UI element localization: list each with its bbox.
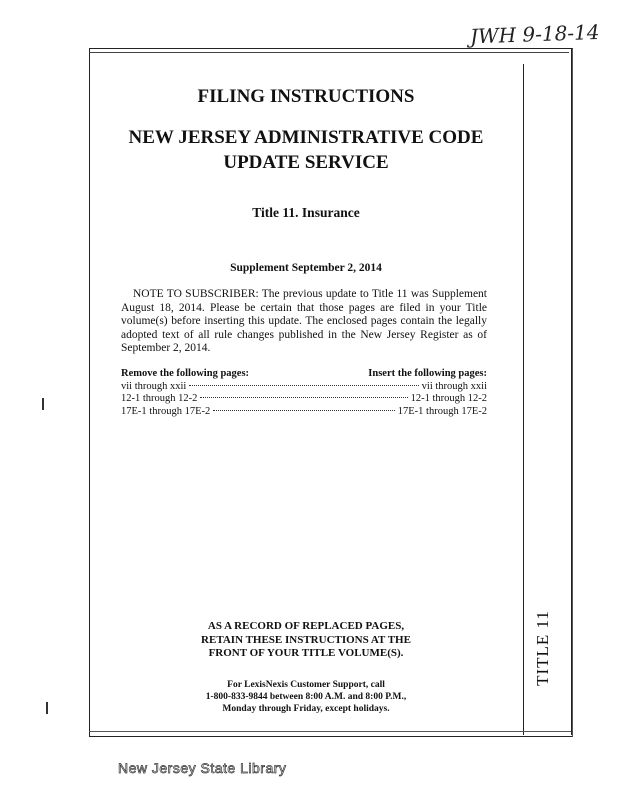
support-line-1: For LexisNexis Customer Support, call [227,680,385,690]
document-title-line-2: UPDATE SERVICE [223,152,389,173]
remove-header: Remove the following pages: [121,368,250,379]
tab-divider-line [523,64,524,735]
record-line-1: AS A RECORD OF REPLACED PAGES, [207,620,405,632]
remove-pages: vii through xxii [121,380,187,392]
document-title-line-1: NEW JERSEY ADMINISTRATIVE CODE [128,127,484,148]
tab-outer-line [571,48,572,735]
record-line-3: FRONT OF YOUR TITLE VOLUME(S). [208,647,404,659]
list-item [121,381,487,394]
remove-pages: 17E-1 through 17E-2 [121,405,211,417]
insert-pages: 17E-1 through 17E-2 [397,405,487,417]
remove-pages: 12-1 through 12-2 [121,393,198,404]
subscriber-note: NOTE TO SUBSCRIBER: The previous update to Title 11 was Supplement August 18, 2014. Please be certain that those pages are filed in your Title volume(s) before inserting this update. The enclosed pages contain the legally adopted text of all rule changes published in the New Jersey Register as of September 2, 2014. [121,288,487,354]
record-instructions [89,620,523,661]
support-line-2: 1-800-833-9844 between 8:00 A.M. and 8:00 P.M., [205,692,407,702]
handwritten-initials-date: JWH 9-18-14 [469,19,600,49]
title-tab-label: TITLE 11 [533,610,552,686]
customer-support-info [89,679,523,715]
document-subtitle: Title 11. Insurance [252,205,360,220]
page-heading: FILING INSTRUCTIONS [197,86,415,107]
insert-header: Insert the following pages: [368,368,487,379]
supplement-date: Supplement September 2, 2014 [230,262,382,274]
dot-leader [200,397,407,398]
insert-pages: 12-1 through 12-2 [410,393,487,404]
scan-mark [46,702,48,714]
support-line-3: Monday through Friday, except holidays. [222,704,390,714]
document-title [89,125,523,175]
record-line-2: RETAIN THESE INSTRUCTIONS AT THE [201,633,411,646]
page-list-header [121,368,487,381]
dot-leader [213,410,395,411]
dot-leader [189,385,418,386]
library-stamp: New Jersey State Library [118,760,287,776]
frame-top-rule [89,52,569,53]
frame-bottom-rule [89,731,571,732]
scan-mark [42,398,44,410]
insert-pages: vii through xxii [421,380,487,392]
list-item [121,393,487,406]
list-item [121,406,487,419]
page-replacement-list [121,368,487,418]
